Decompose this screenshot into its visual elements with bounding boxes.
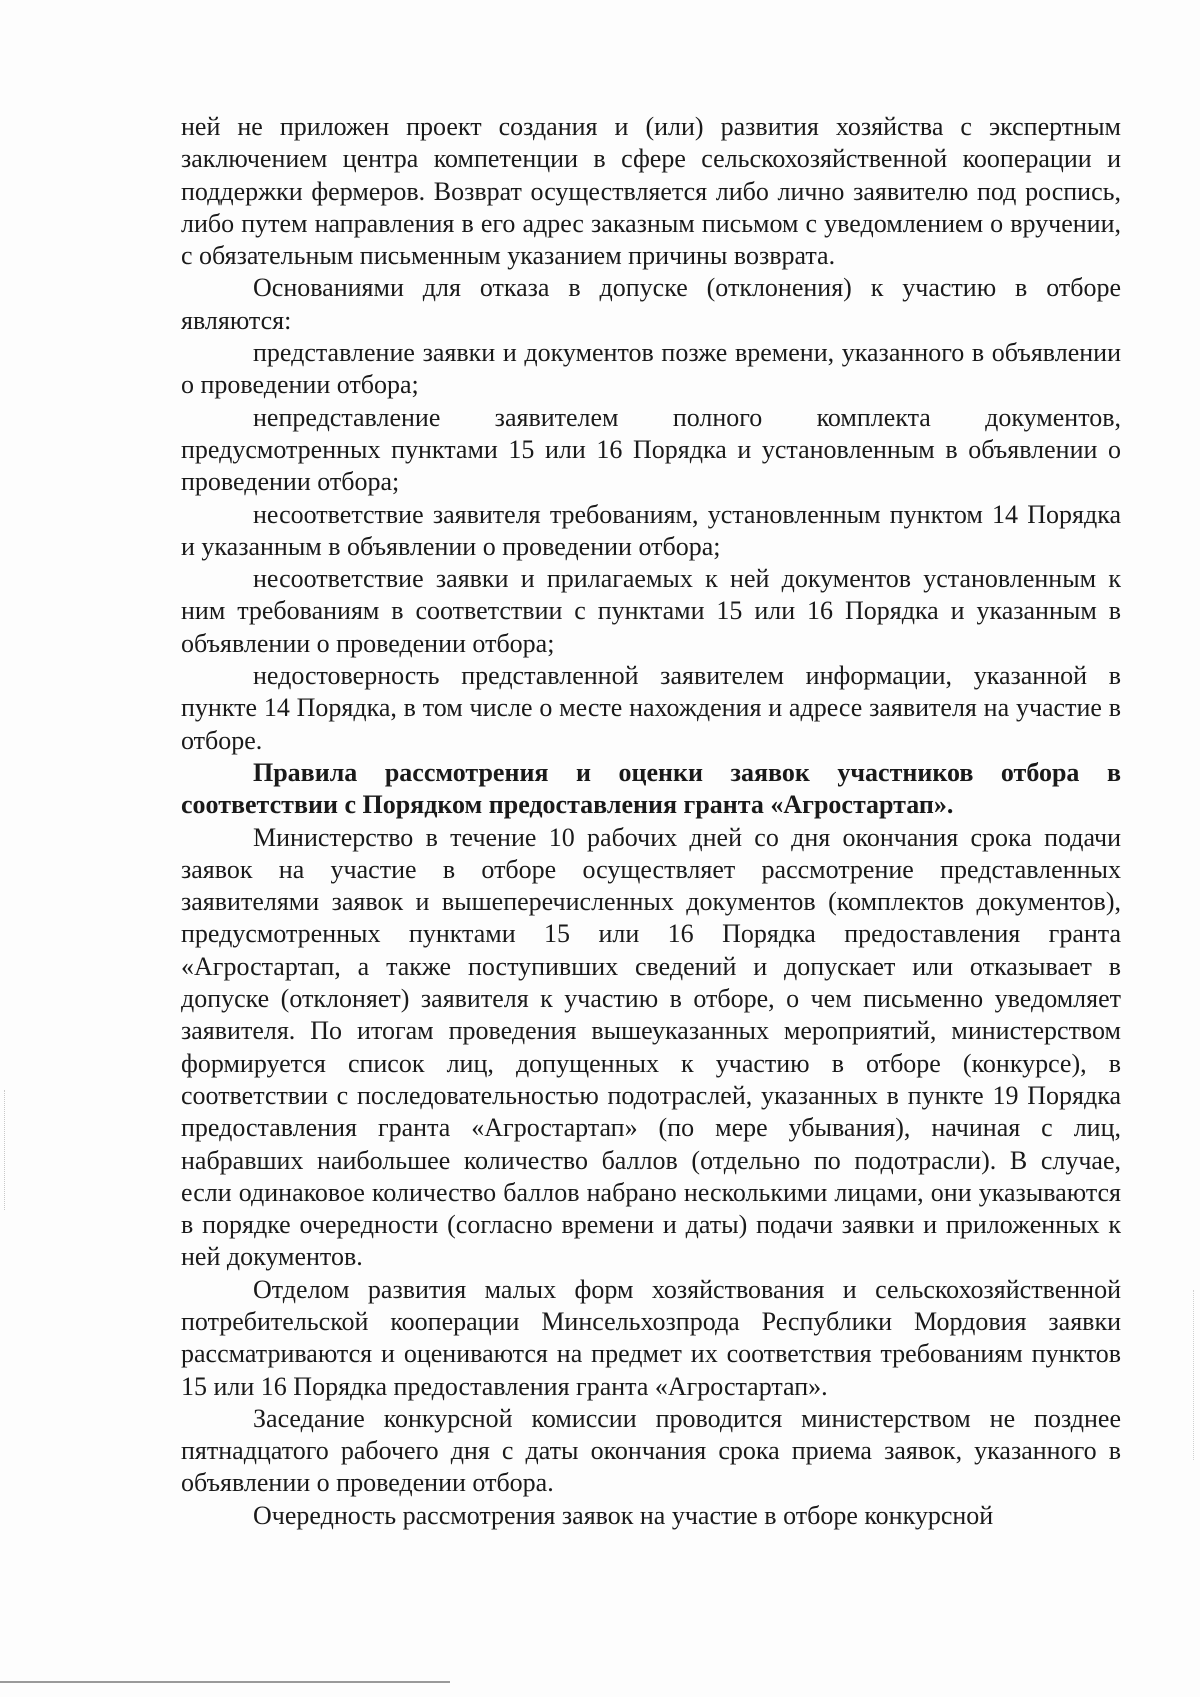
list-item-incomplete-documents: непредставление заявителем полного комплекта документов, предусмотренных пунктами 15 или 16 Порядка и установленным в объявлении о проведении отбора; (181, 402, 1121, 497)
list-item-late-submission: представление заявки и документов позже времени, указанного в объявлении о проведении отбора; (181, 338, 1121, 400)
scan-margin-artifact (4, 1090, 7, 1210)
paragraph-department-evaluation: Отделом развития малых форм хозяйствования и сельскохозяйственной потребительской кооперации Минсельхозпрода Республики Мордовия заявки рассматриваются и оцениваются на предмет их соответствия требованиям пунктов 15 или 16 Порядка предоставления гранта «Агростартап». (181, 1274, 1121, 1401)
paragraph-return-grounds: ней не приложен проект создания и (или) развития хозяйства с экспертным заключением центра компетенции в сфере сельскохозяйственной кооперации и поддержки фермеров. Возврат осуществляется либо лично заявителю под роспись, либо путем направления в его адрес заказным письмом с уведомлением о вручении, с обязательным письменным указанием причины возврата. (181, 112, 1121, 271)
list-item-unreliable-information: недостоверность представленной заявителем информации, указанной в пункте 14 Порядка, в том числе о месте нахождения и адресе заявителя на участие в отборе. (181, 661, 1121, 755)
scan-margin-artifact-right (1193, 1290, 1196, 1460)
list-item-applicant-noncompliance: несоответствие заявителя требованиям, установленным пунктом 14 Порядка и указанным в объявлении о проведении отбора; (181, 499, 1121, 561)
paragraph-refusal-grounds-intro: Основаниями для отказа в допуске (отклонения) к участию в отборе являются: (181, 273, 1121, 335)
paragraph-commission-meeting: Заседание конкурсной комиссии проводится министерством не позднее пятнадцатого рабочего дня с даты окончания срока приема заявок, указанного в объявлении о проведении отбора. (181, 1403, 1121, 1498)
paragraph-ministry-review: Министерство в течение 10 рабочих дней со дня окончания срока подачи заявок на участие в отборе осуществляет рассмотрение представленных заявителями заявок и вышеперечисленных документов (комплектов документов), предусмотренных пунктами 15 или 16 Порядка предоставления гранта «Агростартап, а также поступивших сведений и допускает или отказывает в допуске (отклоняет) заявителя к участию в отборе, о чем письменно уведомляет заявителя. По итогам проведения вышеуказанных мероприятий, министерством формируется список лиц, допущенных к участию в отборе (конкурсе), в соответствии с последовательностью подотраслей, указанных в пункте 19 Порядка предоставления гранта «Агростартап» (по мере убывания), начиная с лиц, набравших наибольшее количество баллов (отдельно по подотрасли). В случае, если одинаковое количество баллов набрано несколькими лицами, они указываются в порядке очередности (согласно времени и даты) подачи заявки и приложенных к ней документов. (181, 822, 1121, 1272)
paragraph-review-order: Очередность рассмотрения заявок на участие в отборе конкурсной (253, 1500, 994, 1530)
section-heading-review-rules: Правила рассмотрения и оценки заявок участников отбора в соответствии с Порядком предоставления гранта «Агростартап». (181, 757, 1121, 820)
list-item-application-noncompliance: несоответствие заявки и прилагаемых к ней документов установленным к ним требованиям в соответствии с пунктами 15 или 16 Порядка и указанным в объявлении о проведении отбора; (181, 564, 1121, 658)
document-body (181, 111, 1121, 1532)
footnote-rule (0, 1681, 450, 1683)
